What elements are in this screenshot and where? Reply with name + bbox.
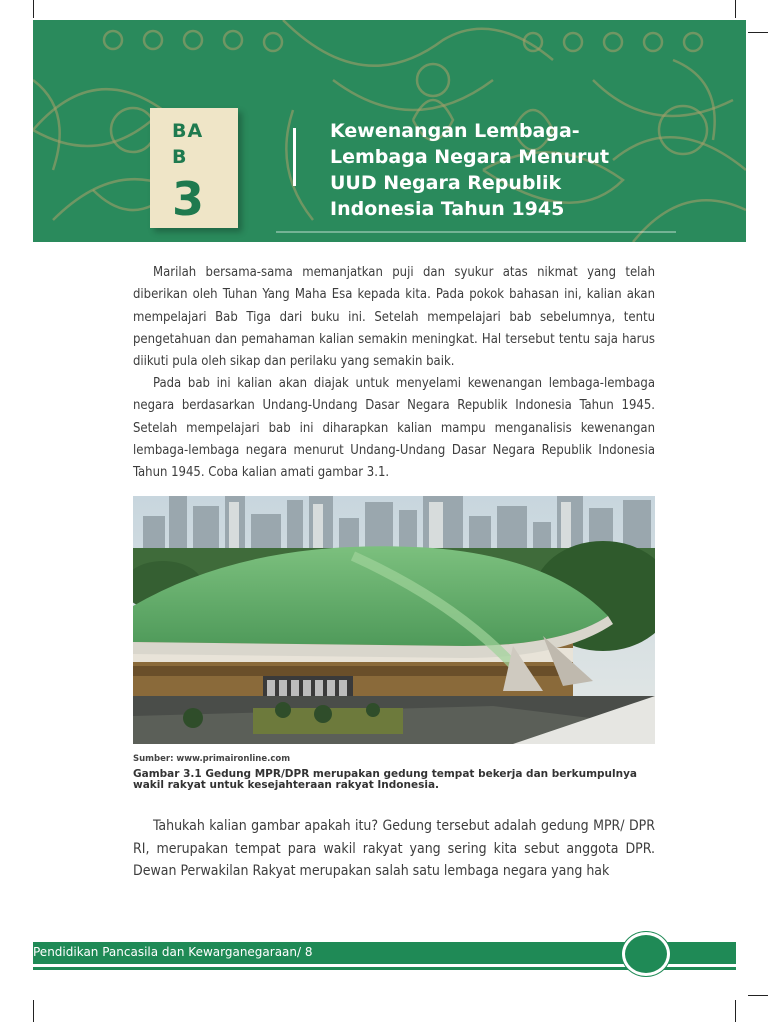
- chapter-number: 3: [172, 172, 205, 226]
- chapter-label-box: [150, 108, 238, 228]
- figure-photo: [133, 496, 655, 744]
- footer-book-title: Pendidikan Pancasila dan Kewarganegaraan/ 8: [33, 945, 313, 959]
- title-divider: [293, 128, 296, 186]
- page-number-circle: [622, 932, 670, 976]
- chapter-title: Kewenangan Lembaga-Lembaga Negara Menurut UUD Negara Republik Indonesia Tahun 1945: [330, 120, 610, 220]
- crop-mark: [735, 1000, 736, 1022]
- paragraph-objective: Pada bab ini kalian akan diajak untuk menyelami kewenangan lembaga-lembaga negara berdasarkan Undang-Undang Dasar Negara Republik Indonesia Tahun 1945. Setelah mempelajari bab ini diharapkan kalian mampu menganalisis kewenangan lembaga-lembaga negara menurut Undang-Undang Dasar Negara Republik Indonesia Tahun 1945. Coba kalian amati gambar 3.1.: [133, 376, 655, 481]
- chapter-label: BAB: [172, 120, 204, 168]
- paragraph-question: Tahukah kalian gambar apakah itu? Gedung tersebut adalah gedung MPR/ DPR RI, merupakan tempat para wakil rakyat yang sering kita sebut anggota DPR. Dewan Perwakilan Rakyat merupakan salah satu lembaga negara yang hak: [133, 818, 655, 880]
- figure-caption: Gambar 3.1 Gedung MPR/DPR merupakan gedung tempat bekerja dan berkumpulnya wakil rakyat untuk kesejahteraan rakyat Indonesia.: [133, 768, 637, 791]
- mpr-dpr-building-illustration: [133, 496, 655, 744]
- crop-mark: [748, 32, 768, 33]
- figure-source: Sumber: www.primaironline.com: [133, 754, 291, 764]
- title-underline: [276, 231, 676, 233]
- paragraph-intro: Marilah bersama-sama memanjatkan puji dan syukur atas nikmat yang telah diberikan oleh Tuhan Yang Maha Esa kepada kita. Pada pokok bahasan ini, kalian akan mempelajari Bab Tiga dari buku ini. Setelah mempelajari bab sebelumnya, tentu pengetahuan dan pemahaman kalian semakin meningkat. Hal tersebut tentu saja harus diikuti pula oleh sikap dan perilaku yang semakin baik.: [133, 265, 655, 370]
- crop-mark: [735, 0, 736, 18]
- crop-mark: [33, 1000, 34, 1022]
- crop-mark: [748, 995, 768, 996]
- crop-mark: [33, 0, 34, 18]
- chapter-banner: [33, 20, 746, 242]
